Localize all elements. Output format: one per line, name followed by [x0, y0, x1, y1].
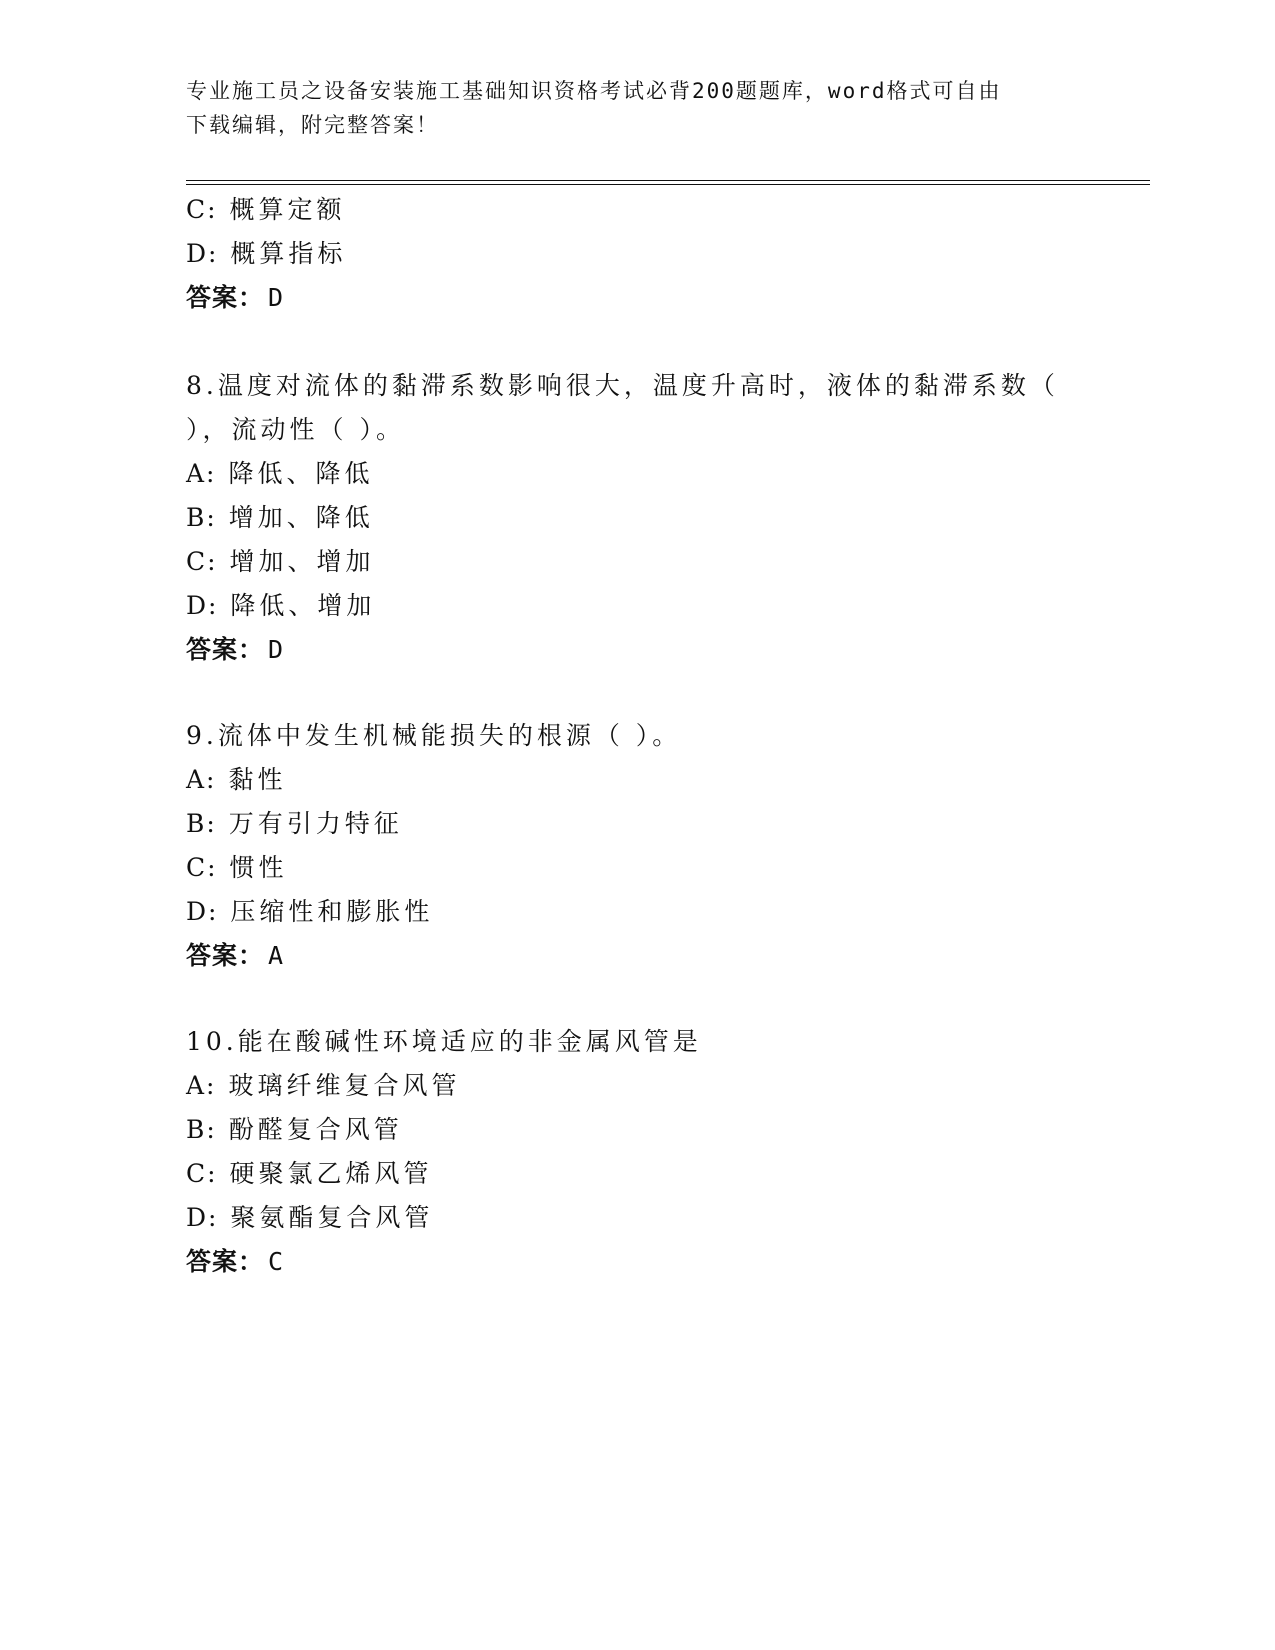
question-8-stem-line-2: ），流动性（ ）。 [186, 415, 405, 444]
question-10-option-d: D: 聚氨酯复合风管 [186, 1203, 434, 1232]
question-9-option-a: A: 黏性 [186, 765, 287, 794]
option-c: C: 概算定额 [186, 195, 346, 224]
answer-line: 答案： D [186, 283, 285, 312]
question-8-option-b: B: 增加、降低 [186, 503, 374, 532]
document-header [186, 74, 1066, 142]
option-d: D: 概算指标 [186, 239, 347, 268]
question-8-option-d: D: 降低、增加 [186, 591, 376, 620]
question-10-option-a: A: 玻璃纤维复合风管 [186, 1071, 461, 1100]
question-8-option-c: C: 增加、增加 [186, 547, 375, 576]
header-line-1: 专业施工员之设备安装施工基础知识资格考试必背200题题库，word格式可自由 [186, 79, 1002, 103]
question-8-option-a: A: 降低、降低 [186, 459, 374, 488]
question-9-option-b: B: 万有引力特征 [186, 809, 403, 838]
header-rule-bottom [186, 184, 1150, 185]
question-8-answer: 答案： D [186, 635, 285, 664]
question-10-option-c: C: 硬聚氯乙烯风管 [186, 1159, 433, 1188]
header-rule-top [186, 180, 1150, 181]
question-9-stem: 9.流体中发生机械能损失的根源（ ）。 [186, 721, 682, 750]
question-9-answer: 答案： A [186, 941, 285, 970]
question-9-option-d: D: 压缩性和膨胀性 [186, 897, 434, 926]
question-10-stem: 10.能在酸碱性环境适应的非金属风管是 [186, 1027, 702, 1056]
question-9-option-c: C: 惯性 [186, 853, 288, 882]
question-8-stem-line-1: 8.温度对流体的黏滞系数影响很大，温度升高时，液体的黏滞系数（ [186, 371, 1059, 400]
question-10-option-b: B: 酚醛复合风管 [186, 1115, 403, 1144]
header-line-2: 下载编辑，附完整答案！ [186, 113, 439, 137]
question-10-answer: 答案： C [186, 1247, 285, 1276]
